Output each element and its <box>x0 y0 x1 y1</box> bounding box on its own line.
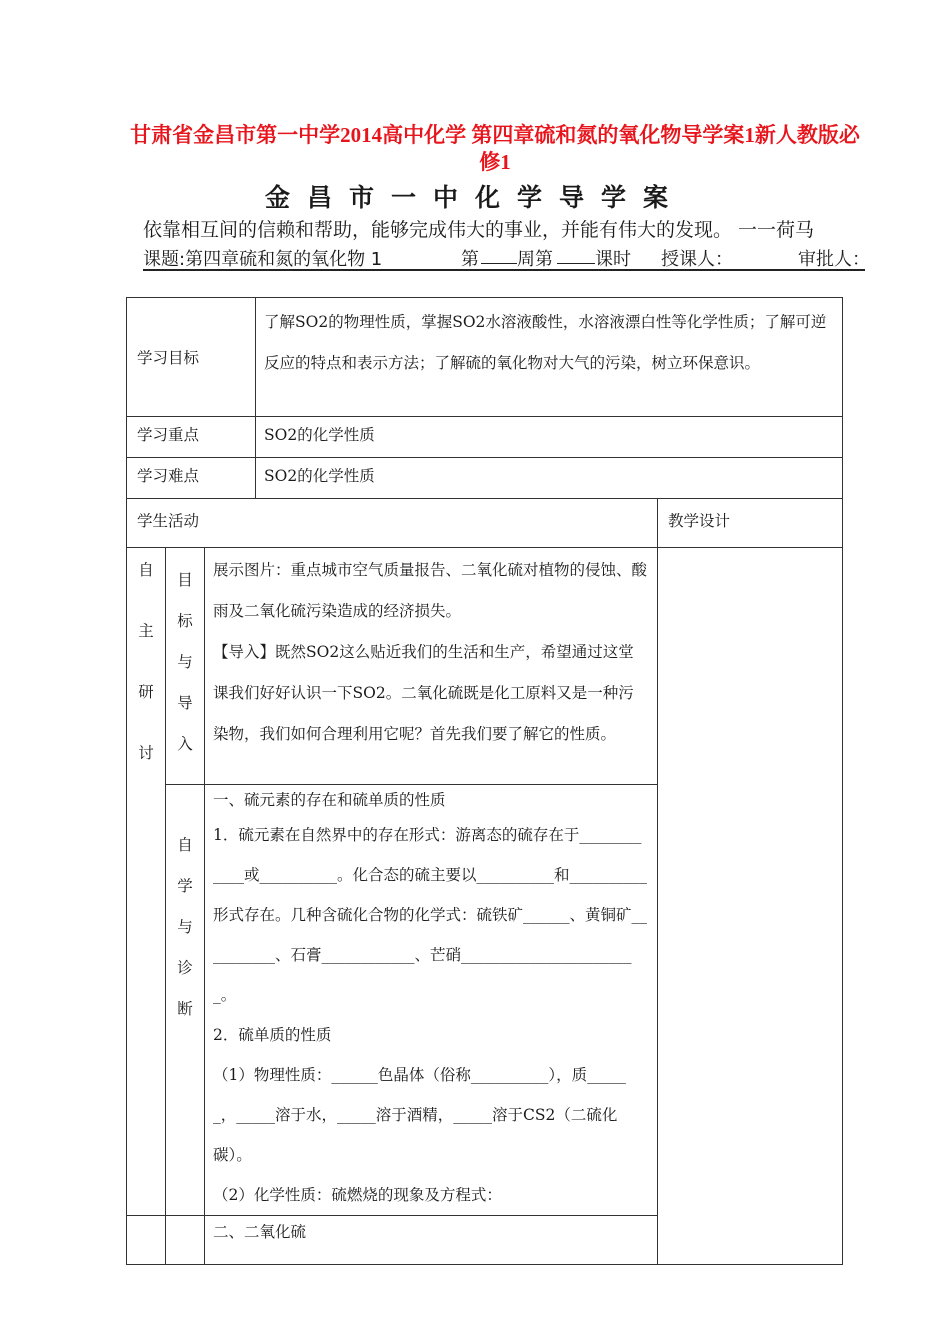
intro-line: 展示图片：重点城市空气质量报告、二氧化硫对植物的侵蚀、酸雨及二氧化硫污染造成的经济损失。 <box>213 561 648 620</box>
intro-row <box>127 548 843 785</box>
self-char: 学 <box>177 877 193 895</box>
intro-char: 与 <box>177 653 193 671</box>
section-label-cell <box>127 548 166 1216</box>
difficult-label: 学习难点 <box>127 458 256 499</box>
so2-empty-cell <box>127 1216 166 1265</box>
goals-cell <box>256 298 843 417</box>
approver-label: 审批人： <box>798 249 870 270</box>
self-char: 与 <box>177 918 193 936</box>
difficult-text: SO2的化学性质 <box>256 458 843 499</box>
lesson-suffix: 课时 <box>595 249 631 270</box>
activity-label: 学生活动 <box>127 499 658 548</box>
self-char: 断 <box>177 1000 193 1018</box>
intro-char: 导 <box>177 694 193 712</box>
section-char: 讨 <box>138 744 154 762</box>
self-line: （1）物理性质：______色晶体（俗称__________），质______，_____溶于水，_____溶于酒精，_____溶于CS2（二硫化碳）。 <box>213 1066 626 1164</box>
difficult-row <box>127 458 843 499</box>
self-char: 诊 <box>177 959 193 977</box>
goals-row <box>127 298 843 417</box>
goals-text: 了解SO2的物理性质，掌握SO2水溶液酸性，水溶液漂白性等化学性质；了解可逆反应的特点和表示方法；了解硫的氧化物对大气的污染，树立环保意识。 <box>264 313 827 372</box>
section-char: 主 <box>138 622 154 640</box>
section-char: 自 <box>138 561 154 579</box>
subject-line <box>143 245 870 271</box>
week-prefix: 第 <box>461 249 479 270</box>
school-heading: 金昌市一中化学导学案 <box>264 183 685 212</box>
so2-heading: 二、二氧化硫 <box>205 1216 658 1265</box>
teacher-label: 授课人： <box>661 249 733 270</box>
key-row <box>127 417 843 458</box>
intro-label-cell <box>166 548 205 785</box>
self-line: 2．硫单质的性质 <box>213 1026 332 1044</box>
so2-empty-cell <box>166 1216 205 1265</box>
section-char: 研 <box>138 683 154 701</box>
self-line: 1．硫元素在自然界中的存在形式：游离态的硫存在于____________或__________。化合态的硫主要以__________和__________形式存在。几种含硫化合物的化学式：硫铁矿______、黄铜矿__________、石膏____________、芒硝_______________________。 <box>213 826 648 1004</box>
intro-content <box>205 548 658 785</box>
lesson-plan-table <box>126 297 843 1265</box>
key-text: SO2的化学性质 <box>256 417 843 458</box>
self-study-content <box>205 785 658 1216</box>
document-title: 甘肃省金昌市第一中学2014高中化学 第四章硫和氮的氧化物导学案1新人教版必修1 <box>130 123 860 174</box>
intro-line: 【导入】既然SO2这么贴近我们的生活和生产，希望通过这堂课我们好好认识一下SO2。二氧化硫既是化工原料又是一种污染物，我们如何合理利用它呢？首先我们要了解它的性质。 <box>213 643 634 743</box>
self-line: 一、硫元素的存在和硫单质的性质 <box>213 791 446 809</box>
activity-header-row <box>127 499 843 548</box>
goals-label: 学习目标 <box>127 298 256 417</box>
design-cell <box>658 548 843 1265</box>
key-label: 学习重点 <box>127 417 256 458</box>
subject-title: 课题:第四章硫和氮的氧化物 1 <box>143 249 383 270</box>
intro-char: 入 <box>177 735 193 753</box>
week-suffix: 周第 <box>517 249 553 270</box>
design-label: 教学设计 <box>658 499 843 548</box>
motto: 依靠相互间的信赖和帮助，能够完成伟大的事业，并能有伟大的发现。 一一荷马 <box>143 219 815 241</box>
intro-char: 目 <box>177 571 193 589</box>
intro-char: 标 <box>177 612 193 630</box>
self-line: （2）化学性质：硫燃烧的现象及方程式： <box>213 1186 502 1204</box>
self-char: 自 <box>177 836 193 854</box>
self-label-cell <box>166 785 205 1216</box>
